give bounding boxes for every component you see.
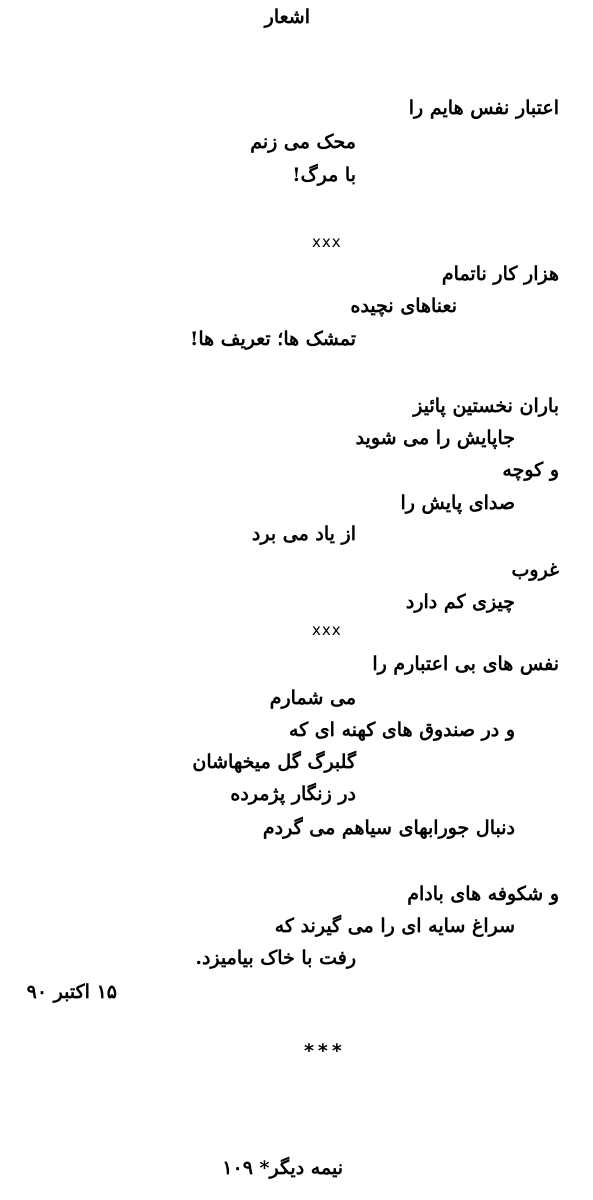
poem-date: ۱۵ اکتبر ۹۰ xyxy=(26,981,117,1003)
poem-line: تمشک ها؛ تعریف ها! xyxy=(190,328,356,350)
poem-line: سراغ سایه ای را می گیرند که xyxy=(274,915,515,937)
poem-line: از یاد می برد xyxy=(251,523,356,545)
page-title: اشعار xyxy=(264,6,310,28)
poem-line: نفس های بی اعتبارم را xyxy=(372,653,559,675)
poem-line: رفت با خاک بیامیزد. xyxy=(195,947,356,969)
poem-line: غروب xyxy=(511,559,559,581)
poem-line: چیزی کم دارد xyxy=(405,591,515,613)
poem-line: و کوچه xyxy=(502,459,559,481)
poem-line: باران نخستین پائیز xyxy=(413,395,559,417)
poem-line: و شکوفه های بادام xyxy=(407,883,559,905)
poem-line: جاپایش را می شوید xyxy=(355,427,515,449)
poem-line: نعناهای نچیده xyxy=(350,295,457,317)
section-stars: *** xyxy=(304,1040,346,1062)
page-footer: نیمه دیگر* ۱۰۹ xyxy=(222,1157,343,1179)
poem-line: با مرگ! xyxy=(292,164,356,186)
poem-line: هزار کار ناتمام xyxy=(441,263,559,285)
poem-line: صدای پایش را xyxy=(400,492,515,514)
poem-line: در زنگار پژمرده xyxy=(230,783,356,805)
poem-line: اعتبار نفس هایم را xyxy=(408,97,559,119)
poem-line: می شمارم xyxy=(269,687,356,709)
section-separator: xxx xyxy=(312,621,342,639)
poem-line: دنبال جورابهای سیاهم می گردم xyxy=(262,817,515,839)
poem-line: محک می زنم xyxy=(250,131,356,153)
poem-line: گلبرگ گل میخهاشان xyxy=(192,751,356,773)
section-separator: xxx xyxy=(312,233,342,251)
poem-line: و در صندوق های کهنه ای که xyxy=(288,719,515,741)
